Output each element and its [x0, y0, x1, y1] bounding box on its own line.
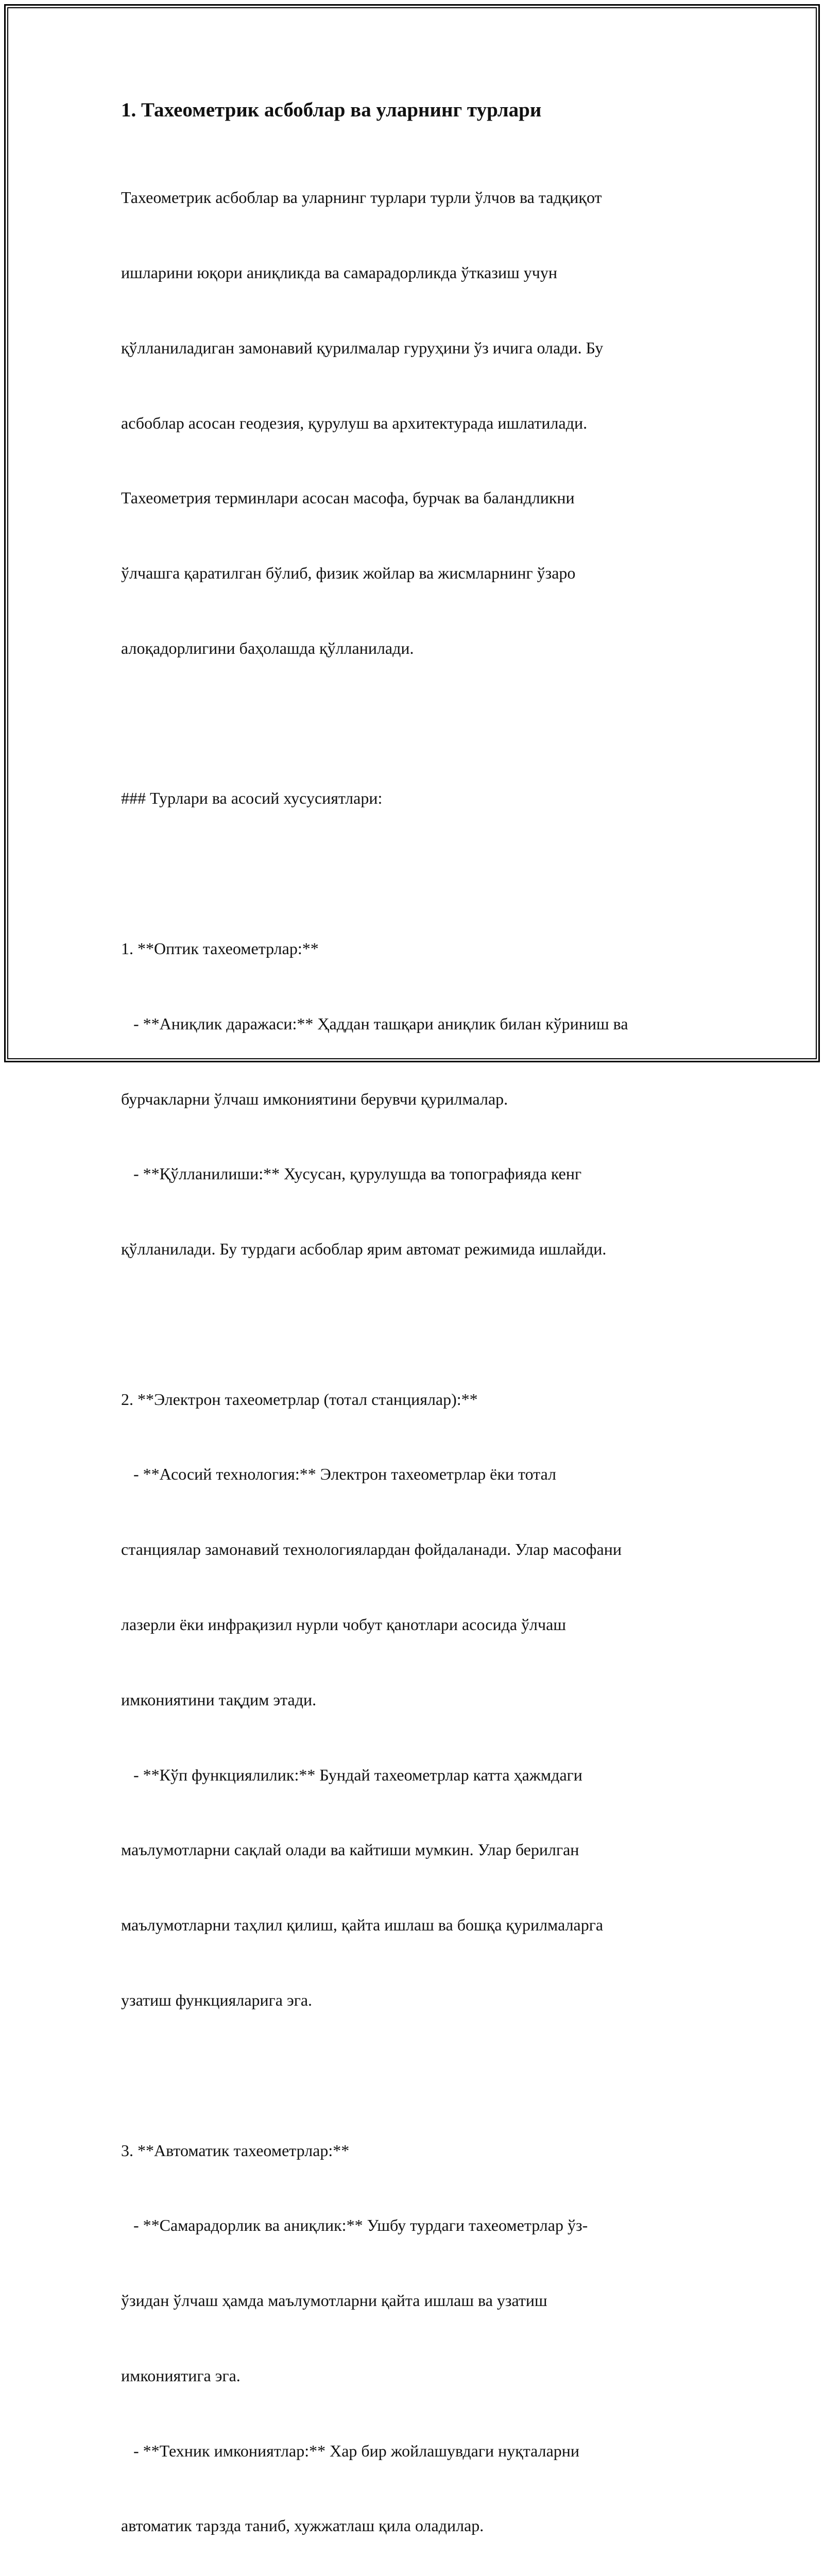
section-heading: ### Турлари ва асосий хусусиятлари:: [121, 789, 383, 808]
text-line: - **Асосий технология:** Электрон тахеометрлар ёки тотал: [121, 1465, 557, 1484]
text-line: қўлланилади. Бу турдаги асбоблар ярим автомат режимида ишлайди.: [121, 1240, 607, 1259]
text-line: Тахеометрия терминлари асосан масофа, бурчак ва баландликни: [121, 488, 575, 507]
blank-line: [121, 2063, 729, 2088]
text-line: - **Самарадорлик ва аниқлик:** Ушбу турдаги тахеометрлар ўз-: [121, 2216, 588, 2235]
text-line: узатиш функцияларига эга.: [121, 1990, 313, 2009]
blank-line: [121, 1312, 729, 1337]
blank-line: [121, 861, 729, 886]
text-line: имкониятига эга.: [121, 2366, 241, 2385]
text-line: қўлланиладиган замонавий қурилмалар гуруҳини ўз ичига олади. Бу: [121, 338, 604, 357]
text-line: станциялар замонавий технологиялардан фойдаланади. Улар масофани: [121, 1540, 622, 1559]
blank-line: [121, 711, 729, 736]
text-line: - **Аниқлик даражаси:** Ҳаддан ташқари аниқлик билан кўриниш ва: [121, 1014, 628, 1033]
text-line: автоматик тарзда таниб, хужжатлаш қила оладилар.: [121, 2516, 484, 2535]
text-line: имкониятини тақдим этади.: [121, 1690, 317, 1709]
text-line: - **Кўп функциялилик:** Бундай тахеометрлар катта ҳажмдаги: [121, 1765, 582, 1784]
text-line: маълумотларни таҳлил қилиш, қайта ишлаш ва бошқа қурилмаларга: [121, 1916, 604, 1935]
text-line: - **Қўлланилиши:** Хусусан, қурулушда ва топографияда кенг: [121, 1164, 582, 1183]
text-line: Тахеометрик асбоблар ва уларнинг турлари турли ўлчов ва тадқиқот: [121, 188, 602, 207]
document-body: [121, 135, 729, 2576]
document-page: [121, 97, 729, 2576]
list-item-heading: 3. **Автоматик тахеометрлар:**: [121, 2141, 350, 2160]
text-line: ишларини юқори аниқликда ва самарадорликда ўтказиш учун: [121, 263, 557, 282]
text-line: ўлчашга қаратилган бўлиб, физик жойлар ва жисмларнинг ўзаро: [121, 564, 576, 583]
text-line: бурчакларни ўлчаш имкониятини берувчи қурилмалар.: [121, 1089, 508, 1108]
text-line: асбоблар асосан геодезия, қурулуш ва архитектурада ишлатилади.: [121, 413, 588, 432]
text-line: - **Техник имкониятлар:** Хар бир жойлашувдаги нуқталарни: [121, 2441, 580, 2460]
document-title: 1. Тахеометрик асбоблар ва уларнинг турлари: [121, 99, 542, 121]
text-line: алоқадорлигини баҳолашда қўлланилади.: [121, 638, 414, 657]
text-line: маълумотларни сақлай олади ва кайтиши мумкин. Улар берилган: [121, 1840, 579, 1859]
text-line: ўзидан ўлчаш ҳамда маълумотларни қайта ишлаш ва узатиш: [121, 2291, 547, 2310]
list-item-heading: 1. **Оптик тахеометрлар:**: [121, 939, 319, 958]
text-line: лазерли ёки инфрақизил нурли чобут қанотлари асосида ўлчаш: [121, 1615, 566, 1634]
list-item-heading: 2. **Электрон тахеометрлар (тотал станциялар):**: [121, 1389, 478, 1409]
